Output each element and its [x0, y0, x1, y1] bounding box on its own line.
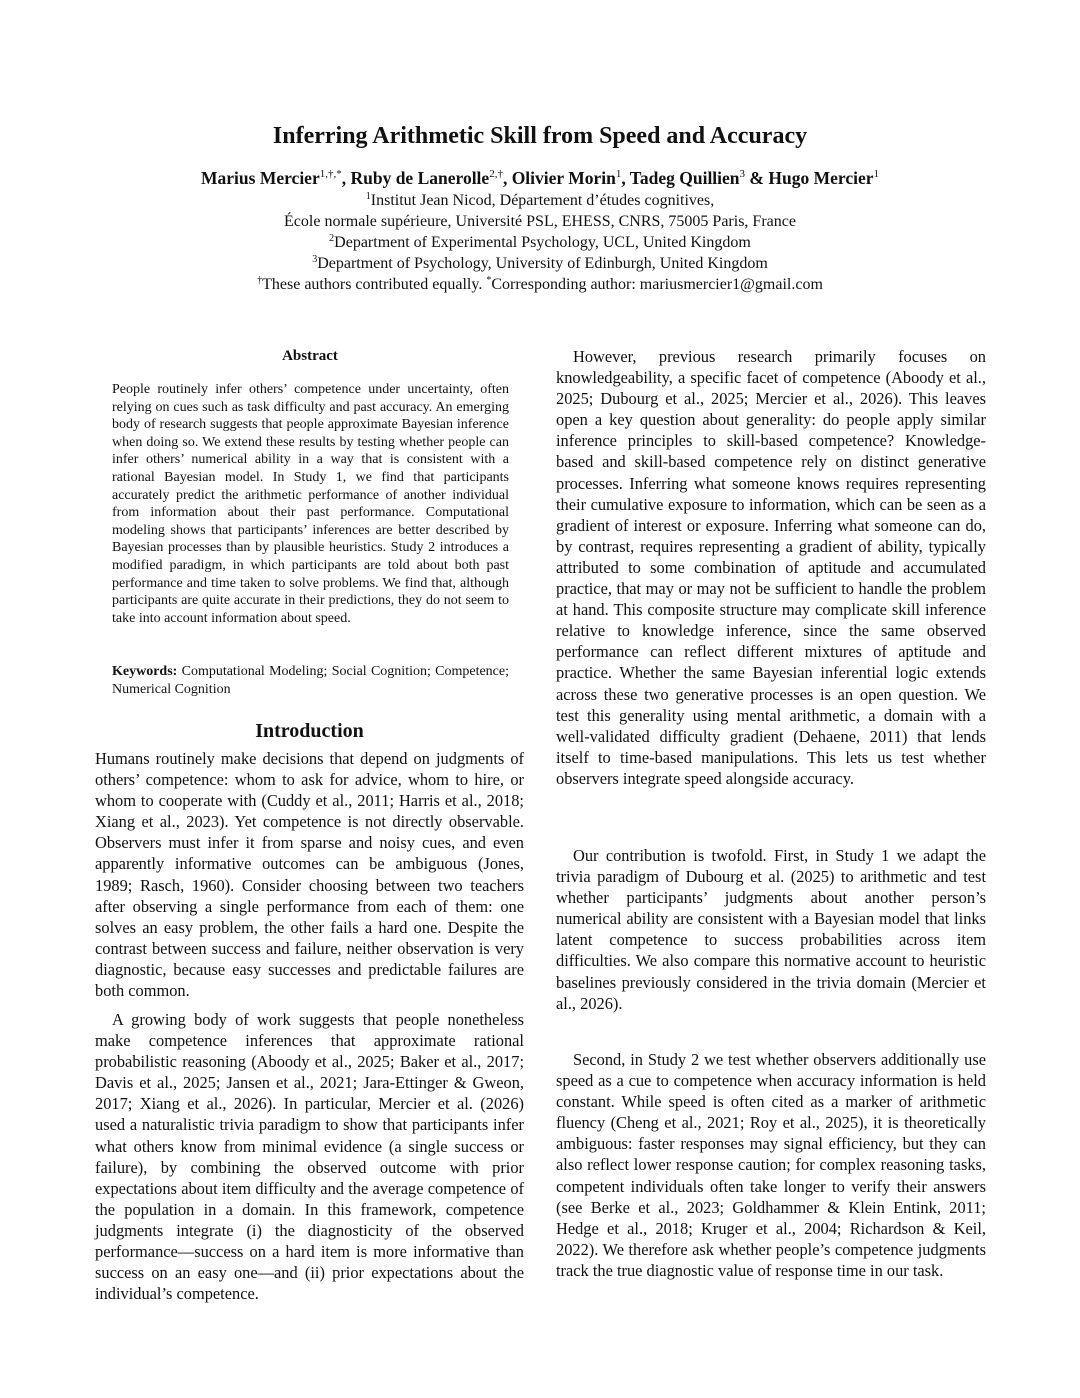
- equal-contribution-mark: †: [257, 275, 263, 286]
- introduction-heading: Introduction: [255, 720, 364, 742]
- author-name: Marius Mercier: [201, 168, 320, 188]
- keywords-text: Computational Modeling; Social Cognition; Competence; Numerical Cognition: [112, 664, 509, 697]
- affiliation-1: [0, 190, 1080, 211]
- right-paragraph-1: However, previous research primarily focuses on knowledgeability, a specific facet of competence (Aboody et al., 2025; Dubourg et al., 2025; Mercier et al., 2026). This leaves open a key question about generality: do people apply similar inference principles to skill-based competence? Knowledge-based and skill-based competence rely on distinct generative processes. Inferring what someone knows requires representing their cumulative exposure to information, which can be seen as a gradient of interest or exposure. Inferring what someone can do, by contrast, requires representing a gradient of ability, typically attributed to some combination of aptitude and accumulated practice, that may or may not be sufficient to handle the problem at hand. This composite structure may complicate skill inference relative to knowledge inference, since the same observed performance can reflect different mixtures of aptitude and practice. Whether the same Bayesian inferential logic extends across these two generative processes is an open question. We test this generality using mental arithmetic, a domain with a well-validated difficulty gradient (Dehaene, 2011) that lends itself to time-based manipulations. This lets us test whether observers integrate speed alongside accuracy.: [556, 347, 986, 788]
- keywords: [112, 663, 509, 698]
- right-paragraph-3: Second, in Study 2 we test whether observers additionally use speed as a cue to competence when accuracy information is held constant. While speed is often cited as a marker of arithmetic fluency (Cheng et al., 2021; Roy et al., 2025), it is theoretically ambiguous: faster responses may signal efficiency, but they can also reflect lower response caution; for complex reasoning tasks, competent individuals often take longer to verify their answers (see Berke et al., 2023; Goldhammer & Klein Entink, 2011; Hedge et al., 2018; Kruger et al., 2004; Richardson & Keil, 2022). We therefore ask whether people’s competence judgments track the true diagnostic value of response time in our task.: [556, 1050, 986, 1280]
- author-marks: 2,†: [489, 168, 503, 180]
- intro-paragraph-2: A growing body of work suggests that people nonetheless make competence inferences that approximate rational probabilistic reasoning (Aboody et al., 2025; Baker et al., 2017; Davis et al., 2025; Jansen et al., 2021; Jara-Ettinger & Gweon, 2017; Xiang et al., 2026). In particular, Mercier et al. (2026) used a naturalistic trivia paradigm to show that participants infer what others know from minimal evidence (a single success or failure), by combining the observed outcome with prior expectations about item difficulty and the average competence of the population in a domain. In this framework, competence judgments integrate (i) the diagnosticity of the observed performance—success on a hard item is more informative than success on an easy one—and (ii) prior expectations about the individual’s competence.: [95, 1010, 524, 1304]
- author-marks: 1,†,*: [319, 168, 342, 180]
- corresponding-mark: *: [486, 275, 492, 286]
- author-name: Tadeg Quillien: [629, 168, 740, 188]
- affiliation-1-continued: École normale supérieure, Université PSL, EHESS, CNRS, 75005 Paris, France: [284, 213, 796, 230]
- author-marks: 1: [615, 168, 622, 180]
- author-separator: ,: [341, 168, 351, 188]
- affiliation-mark: 1: [365, 191, 371, 202]
- author-separator: &: [745, 168, 769, 188]
- right-paragraph-2: Our contribution is twofold. First, in Study 1 we adapt the trivia paradigm of Dubourg et al. (2025) to arithmetic and test whether participants’ judgments about another person’s numerical ability are consistent with a Bayesian model that links latent competence to success probabilities across item difficulties. We also compare this normative account to heuristic baselines previously considered in the trivia domain (Mercier et al., 2026).: [556, 846, 986, 1013]
- author-name: Hugo Mercier: [768, 168, 874, 188]
- author-name: Olivier Morin: [511, 168, 616, 188]
- affiliation-mark: 3: [312, 254, 318, 265]
- author-marks: 1: [873, 168, 879, 180]
- equal-contribution-note: These authors contributed equally.: [262, 276, 487, 293]
- author-separator: ,: [502, 168, 512, 188]
- affiliation-mark: 2: [329, 233, 335, 244]
- affiliation-text: Institut Jean Nicod, Département d’études cognitives,: [370, 192, 715, 209]
- author-separator: ,: [621, 168, 630, 188]
- corresponding-author-note: Corresponding author: mariusmercier1@gmail.com: [491, 276, 823, 293]
- keywords-label: Keywords:: [112, 664, 178, 679]
- paper-title: Inferring Arithmetic Skill from Speed and Accuracy: [272, 123, 808, 149]
- affiliation-3: [0, 253, 1080, 274]
- affiliation-2: [0, 232, 1080, 253]
- author-notes: [0, 274, 1080, 295]
- abstract-heading: Abstract: [282, 348, 338, 364]
- author-name: Ruby de Lanerolle: [350, 168, 490, 188]
- abstract-text: People routinely infer others’ competence under uncertainty, often relying on cues such as task difficulty and past accuracy. An emerging body of research suggests that people approximate Bayesian inference when doing so. We extend these results by testing whether people can infer others’ numerical ability in a way that is consistent with a rational Bayesian model. In Study 1, we find that participants accurately predict the arithmetic performance of another individual from information about their past performance. Computational modeling shows that participants’ inferences are better described by Bayesian processes than by plausible heuristics. Study 2 introduces a modified paradigm, in which participants are told about both past performance and time taken to solve problems. We find that, although participants are quite accurate in their predictions, they do not seem to take into account information about speed.: [112, 382, 509, 626]
- author-list: [0, 165, 1080, 191]
- author-marks: 3: [739, 168, 746, 180]
- affiliations: [0, 190, 1080, 295]
- affiliation-text: Department of Experimental Psychology, UCL, United Kingdom: [334, 234, 751, 251]
- affiliation-text: Department of Psychology, University of Edinburgh, United Kingdom: [317, 255, 768, 272]
- intro-paragraph-1: Humans routinely make decisions that depend on judgments of others’ competence: whom to ask for advice, whom to hire, or whom to cooperate with (Cuddy et al., 2011; Harris et al., 2018; Xiang et al., 2023). Yet competence is not directly observable. Observers must infer it from sparse and noisy cues, and even apparently informative outcomes can be ambiguous (Jones, 1989; Rasch, 1960). Consider choosing between two teachers after observing a single performance from each of them: one solves an easy problem, the other fails a hard one. Despite the contrast between success and failure, neither observation is very diagnostic, because easy successes and predictable failures are both common.: [95, 749, 524, 1001]
